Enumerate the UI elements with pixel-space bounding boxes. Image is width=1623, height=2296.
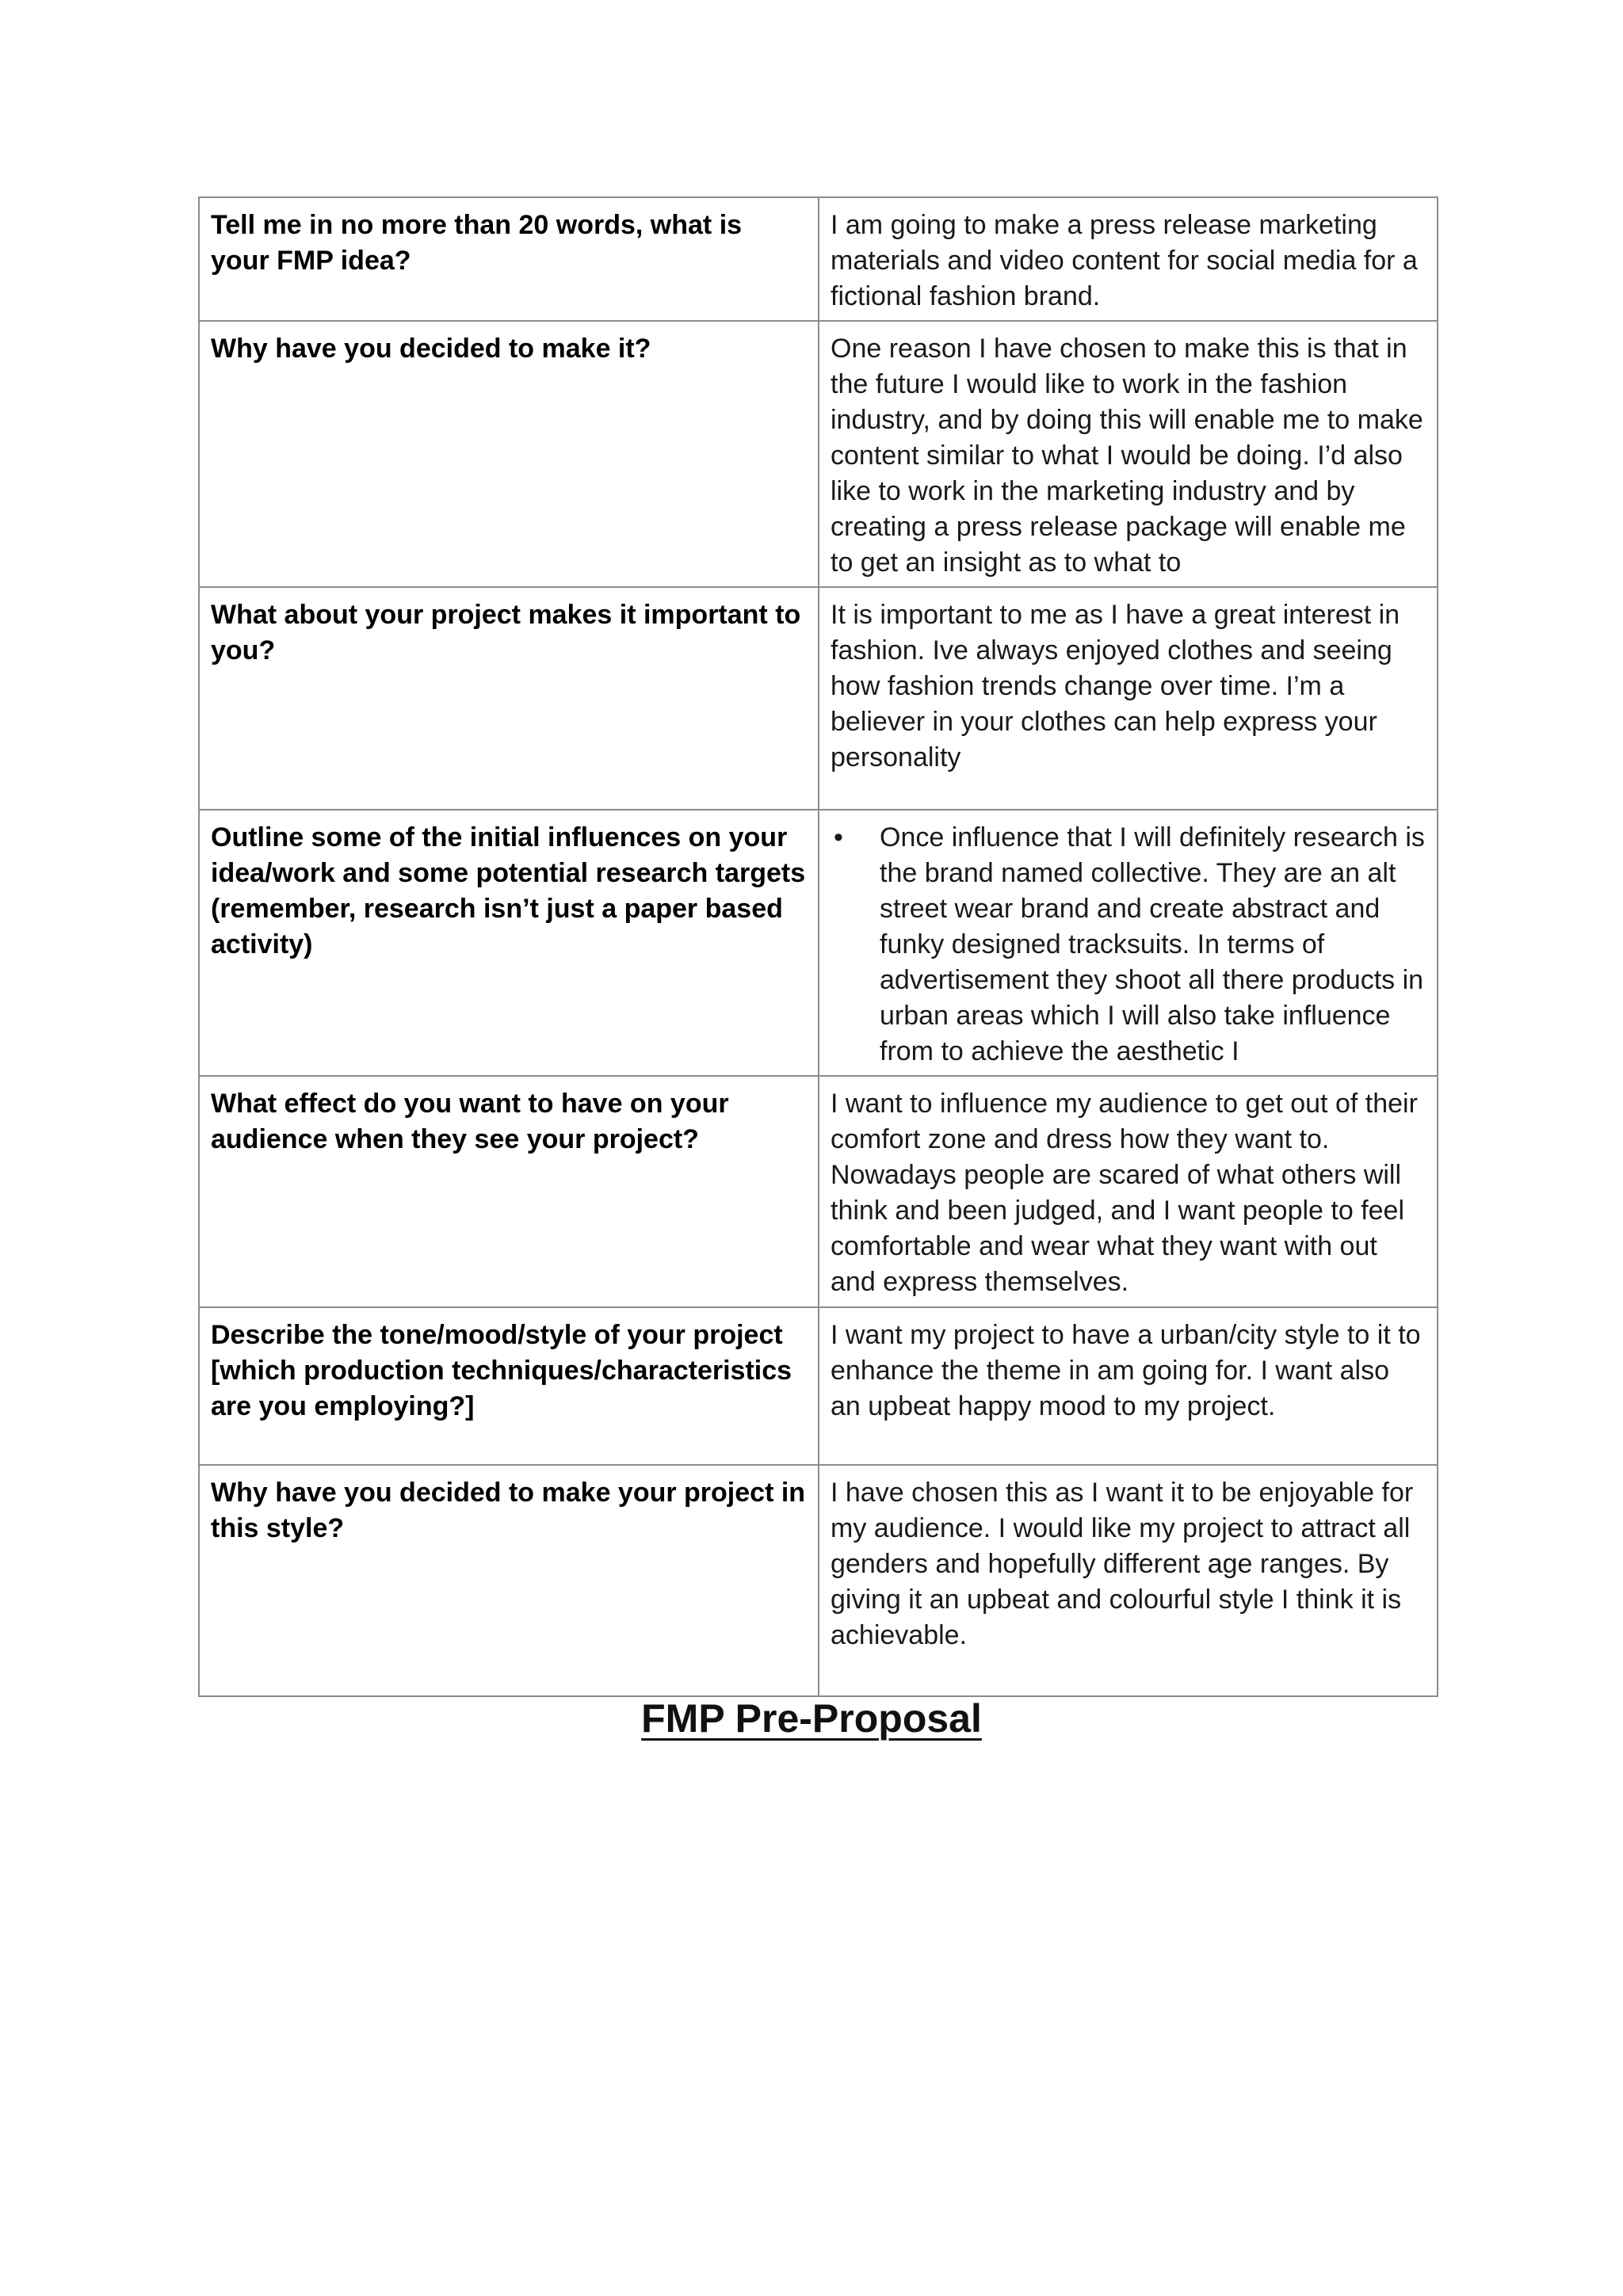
- table-row: [199, 810, 1438, 1076]
- answer-cell: [819, 1076, 1438, 1307]
- table-row: [199, 1076, 1438, 1307]
- answer-cell: [819, 1465, 1438, 1696]
- proposal-table: [198, 196, 1438, 1697]
- table-row: [199, 1307, 1438, 1465]
- question-cell: [199, 810, 819, 1076]
- answer-text: I want to influence my audience to get out of their comfort zone and dress how they want to. Nowadays people are scared of what others will think and been judged, and I want people to feel comfortable and wear what they want with out and express themselves.: [831, 1089, 1418, 1297]
- question-cell: [199, 1307, 819, 1465]
- answer-cell: [819, 197, 1438, 321]
- question-text: Outline some of the initial influences on your idea/work and some potential research targets (remember, research isn’t just a paper based activity): [211, 822, 806, 959]
- answer-text: Once influence that I will definitely research is the brand named collective. They are an alt street wear brand and create abstract and funky designed tracksuits. In terms of advertisement they shoot all there products in urban areas which I will also take influence from to achieve the aesthetic I: [880, 822, 1425, 1066]
- question-text: What about your project makes it important to you?: [211, 600, 801, 666]
- question-cell: [199, 587, 819, 810]
- table-row: [199, 321, 1438, 587]
- question-text: Why have you decided to make it?: [211, 334, 651, 364]
- question-cell: [199, 197, 819, 321]
- answer-text: I want my project to have a urban/city style to it to enhance the theme in am going for. I want also an upbeat happy mood to my project.: [831, 1320, 1421, 1421]
- question-text: Describe the tone/mood/style of your project [which production techniques/characteristics are you employing?]: [211, 1320, 792, 1421]
- page-title: FMP Pre-Proposal: [641, 1696, 982, 1741]
- answer-cell: [819, 1307, 1438, 1465]
- answer-cell: [819, 587, 1438, 810]
- table-row: [199, 587, 1438, 810]
- answer-cell: [819, 810, 1438, 1076]
- question-cell: [199, 1465, 819, 1696]
- bullet-icon: •: [834, 822, 843, 852]
- table-row: [199, 1465, 1438, 1696]
- answer-text: I am going to make a press release marketing materials and video content for social media for a fictional fashion brand.: [831, 210, 1418, 311]
- question-cell: [199, 321, 819, 587]
- answer-cell: [819, 321, 1438, 587]
- question-cell: [199, 1076, 819, 1307]
- question-text: Why have you decided to make your project in this style?: [211, 1478, 806, 1543]
- answer-text: I have chosen this as I want it to be enjoyable for my audience. I would like my project to attract all genders and hopefully different age ranges. By giving it an upbeat and colourful style I think it is achievable.: [831, 1478, 1414, 1650]
- answer-text: It is important to me as I have a great interest in fashion. Ive always enjoyed clothes and seeing how fashion trends change over time. I’m a believer in your clothes can help express your personality: [831, 600, 1400, 772]
- question-text: Tell me in no more than 20 words, what is your FMP idea?: [211, 210, 743, 276]
- answer-text: One reason I have chosen to make this is that in the future I would like to work in the fashion industry, and by doing this will enable me to make content similar to what I would be doing. I’d also like to work in the marketing industry and by creating a press release package will enable me to get an insight as to what to: [831, 334, 1423, 578]
- question-text: What effect do you want to have on your audience when they see your project?: [211, 1089, 729, 1154]
- list-item: [831, 820, 1426, 1074]
- influence-list: [831, 820, 1426, 1074]
- table-row: [199, 197, 1438, 321]
